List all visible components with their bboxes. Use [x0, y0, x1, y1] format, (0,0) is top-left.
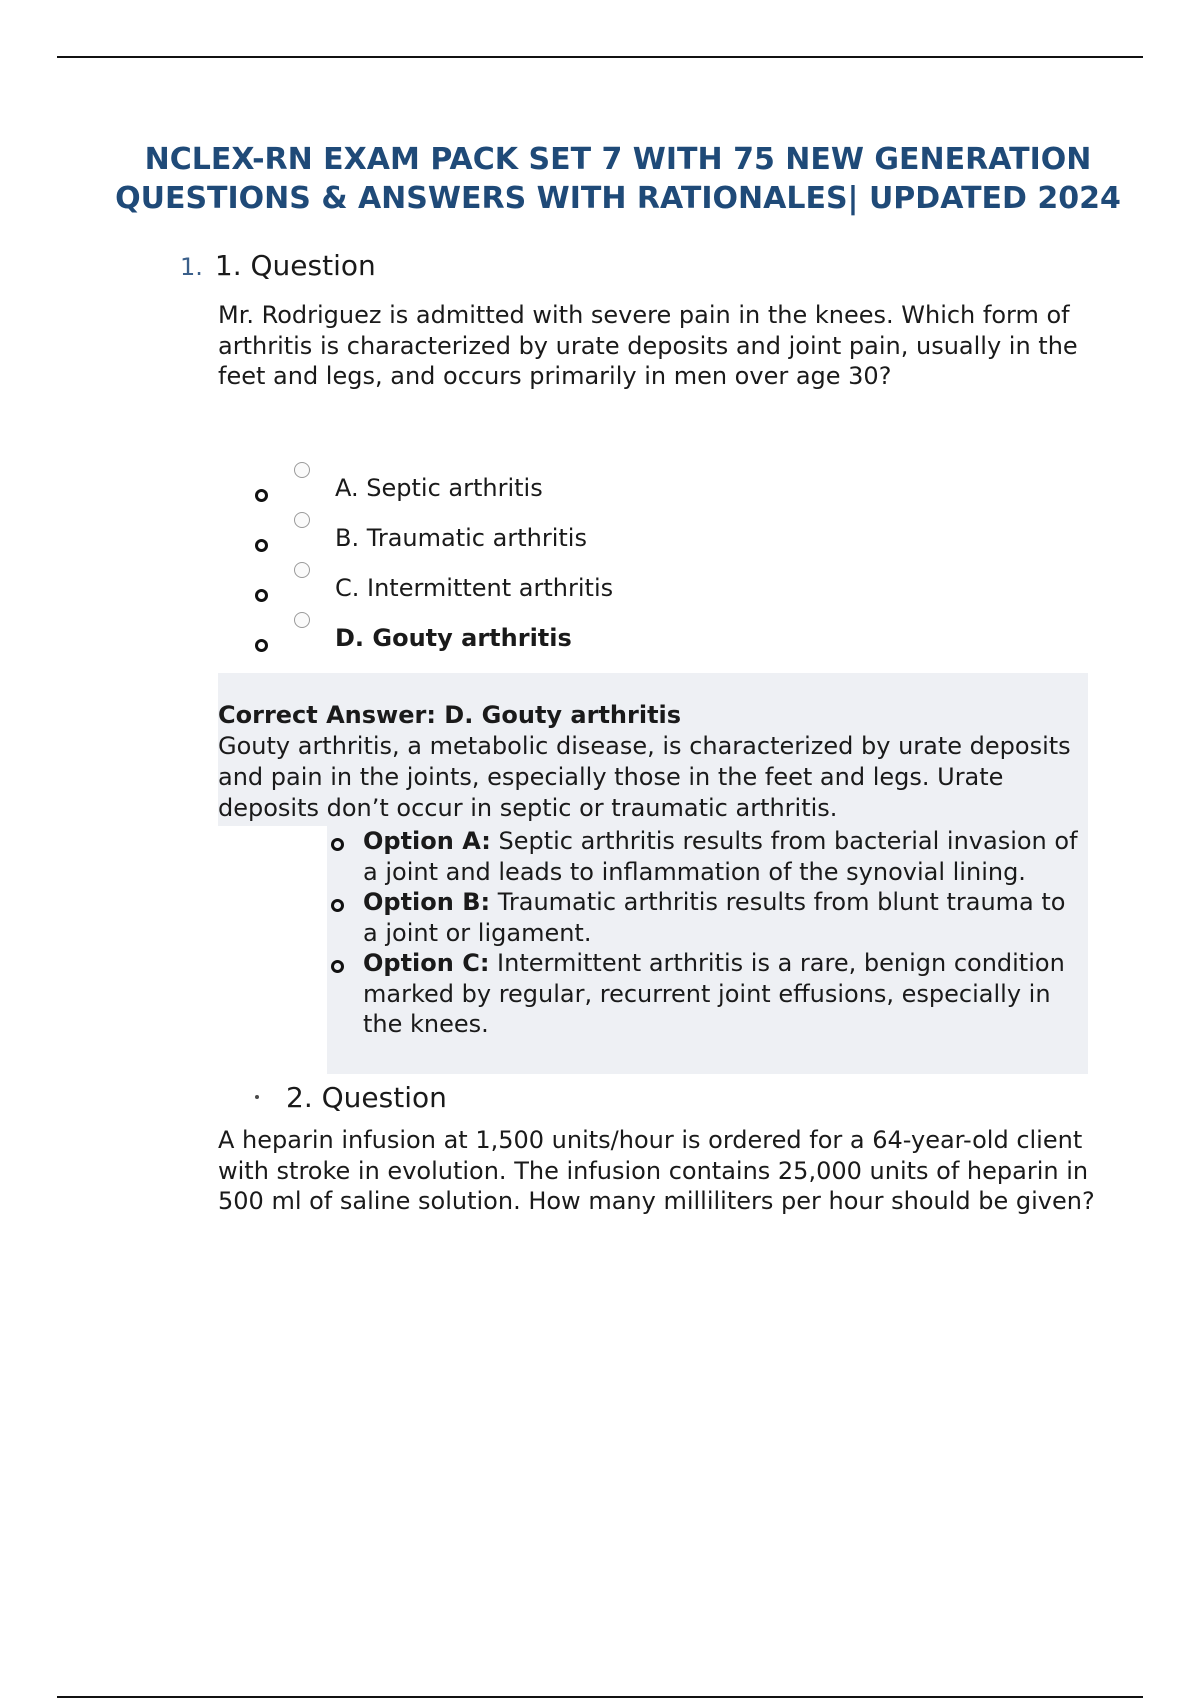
question-1-text: Mr. Rodriguez is admitted with severe pain in the knees. Which form of arthritis is characterized by urate deposits and joint pain, usually in the feet and legs, and occurs primarily in men over age 30? [218, 301, 1078, 390]
bullet-icon [255, 489, 268, 502]
bullet-icon [331, 960, 344, 973]
radio-icon[interactable] [294, 612, 310, 628]
question-1-title: 1. Question [214, 249, 376, 282]
question-2-title: 2. Question [286, 1081, 447, 1114]
explanation-text: Gouty arthritis, a metabolic disease, is characterized by urate deposits and pain in the joints, especially those in the feet and legs. Urate deposits don’t occur in septic or traumatic arthritis. [218, 732, 1071, 822]
title-line-2: QUESTIONS & ANSWERS WITH RATIONALES| UPDATED 2024 [115, 181, 1121, 216]
radio-icon[interactable] [294, 512, 310, 528]
rationale-text: Traumatic arthritis results from blunt trauma to a joint or ligament. [363, 888, 1066, 947]
bullet-icon [255, 589, 268, 602]
radio-icon[interactable] [294, 462, 310, 478]
document-title [0, 140, 1200, 218]
rationale-item [327, 887, 1087, 948]
title-line-1: NCLEX-RN EXAM PACK SET 7 WITH 75 NEW GENERATION [144, 142, 1092, 177]
bullet-icon [255, 639, 268, 652]
bullet-icon [255, 539, 268, 552]
top-rule [57, 56, 1143, 58]
bullet-icon [331, 899, 344, 912]
option-d-label: D. Gouty arthritis [335, 624, 572, 652]
small-bullet-icon [255, 1095, 259, 1099]
rationale-item [327, 948, 1087, 1040]
bottom-rule [57, 1696, 1143, 1698]
radio-icon[interactable] [294, 562, 310, 578]
question-2-text: A heparin infusion at 1,500 units/hour is ordered for a 64-year-old client with stroke in evolution. The infusion contains 25,000 units of heparin in 500 ml of saline solution. How many milliliters per hour should be given? [218, 1126, 1095, 1215]
correct-answer-label: Correct Answer: D. Gouty arthritis [218, 701, 682, 729]
question-1-list-number: 1. [180, 253, 203, 281]
answer-explanation [218, 700, 1088, 824]
option-c-label: C. Intermittent arthritis [335, 574, 614, 602]
rationale-item [327, 826, 1087, 887]
rationale-text: Septic arthritis results from bacterial invasion of a joint and leads to inflammation of the synovial lining. [363, 827, 1078, 886]
option-a-label: A. Septic arthritis [335, 474, 543, 502]
bullet-icon [331, 838, 344, 851]
question-1-heading [180, 248, 376, 285]
rationale-list [327, 826, 1087, 1040]
rationale-option-label: Option C: [363, 949, 490, 977]
rationale-option-label: Option A: [363, 827, 491, 855]
option-b-label: B. Traumatic arthritis [335, 524, 587, 552]
rationale-option-label: Option B: [363, 888, 491, 916]
rationale-text: Intermittent arthritis is a rare, benign condition marked by regular, recurrent joint effusions, especially in the knees. [363, 949, 1065, 1038]
question-2-heading [255, 1080, 447, 1116]
